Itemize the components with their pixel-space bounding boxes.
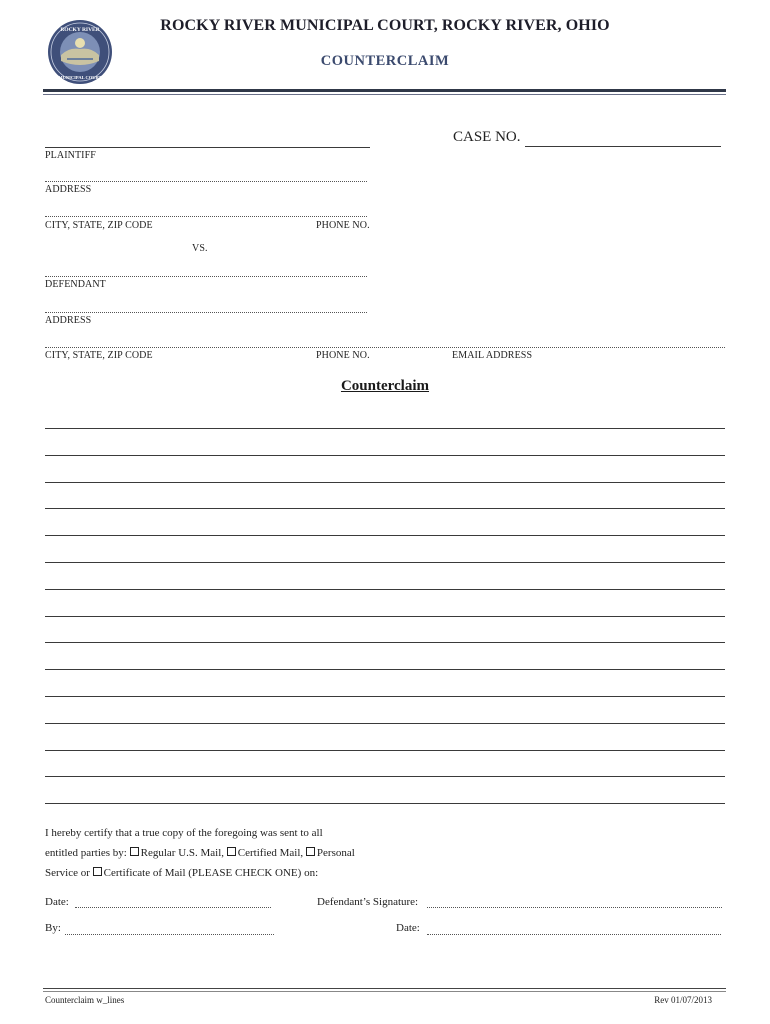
certification-line-3	[45, 867, 318, 879]
seal-top-text: ROCKY RIVER	[60, 27, 100, 33]
date2-field[interactable]	[427, 934, 721, 935]
counterclaim-line[interactable]	[45, 669, 725, 670]
counterclaim-line[interactable]	[45, 562, 725, 563]
vs-label: VS.	[192, 243, 208, 254]
certification-line-2-prefix: entitled parties by:	[45, 847, 130, 859]
plaintiff-address-field[interactable]	[45, 181, 367, 182]
counterclaim-line[interactable]	[45, 482, 725, 483]
defendant-field[interactable]	[45, 276, 367, 277]
certified-mail-checkbox[interactable]	[227, 847, 236, 856]
form-title: COUNTERCLAIM	[320, 53, 450, 69]
personal-service-checkbox[interactable]	[306, 847, 315, 856]
court-name: ROCKY RIVER MUNICIPAL COURT, ROCKY RIVER, OHIO	[160, 17, 610, 34]
counterclaim-line[interactable]	[45, 696, 725, 697]
plaintiff-city-label: CITY, STATE, ZIP CODE	[45, 220, 153, 231]
defendant-address-label: ADDRESS	[45, 315, 92, 326]
case-no-field[interactable]	[525, 146, 721, 147]
seal-bottom-text: MUNICIPAL COURT	[58, 75, 102, 80]
defendant-city-label: CITY, STATE, ZIP CODE	[45, 350, 153, 361]
regular-mail-label: Regular U.S. Mail,	[140, 847, 227, 859]
footer-revision: Rev 01/07/2013	[654, 995, 712, 1005]
certification-line-1: I hereby certify that a true copy of the foregoing was sent to all	[45, 827, 323, 839]
certification-line-2	[45, 847, 355, 859]
counterclaim-line[interactable]	[45, 428, 725, 429]
counterclaim-line[interactable]	[45, 642, 725, 643]
plaintiff-phone-label: PHONE NO.	[316, 220, 370, 231]
plaintiff-field[interactable]	[45, 147, 370, 148]
counterclaim-line[interactable]	[45, 776, 725, 777]
footer-rule-thick	[43, 988, 726, 989]
defendant-email-label: EMAIL ADDRESS	[452, 350, 533, 361]
by-field[interactable]	[65, 934, 274, 935]
counterclaim-line[interactable]	[45, 616, 725, 617]
defendant-signature-label: Defendant’s Signature:	[317, 896, 419, 908]
defendant-city-field[interactable]	[45, 347, 725, 348]
defendant-label: DEFENDANT	[45, 279, 106, 290]
counterclaim-line[interactable]	[45, 455, 725, 456]
counterclaim-line[interactable]	[45, 535, 725, 536]
counterclaim-heading	[0, 377, 770, 395]
certificate-of-mail-checkbox[interactable]	[93, 867, 102, 876]
counterclaim-line[interactable]	[45, 589, 725, 590]
counterclaim-title: Counterclaim	[340, 378, 430, 394]
footer-rule-thin	[43, 991, 726, 992]
defendant-signature-field[interactable]	[427, 907, 722, 908]
date-field[interactable]	[75, 907, 271, 908]
footer-form-name: Counterclaim w_lines	[45, 995, 125, 1005]
plaintiff-address-label: ADDRESS	[45, 184, 92, 195]
defendant-address-field[interactable]	[45, 312, 367, 313]
case-no-label: CASE NO.	[453, 129, 521, 145]
counterclaim-line[interactable]	[45, 723, 725, 724]
plaintiff-label: PLAINTIFF	[45, 150, 96, 161]
header-rule-thin	[43, 94, 726, 95]
header-rule-thick	[43, 89, 726, 92]
date2-label: Date:	[396, 922, 420, 934]
regular-mail-checkbox[interactable]	[130, 847, 139, 856]
court-seal	[47, 19, 113, 85]
certified-mail-label: Certified Mail,	[237, 847, 306, 859]
plaintiff-city-field[interactable]	[45, 216, 367, 217]
date-label: Date:	[45, 896, 69, 908]
personal-service-label: Personal	[316, 847, 355, 859]
certificate-of-mail-label: Certificate of Mail (PLEASE CHECK ONE) on:	[103, 867, 319, 879]
by-label: By:	[45, 922, 61, 934]
counterclaim-line[interactable]	[45, 508, 725, 509]
certification-line-3-prefix: Service or	[45, 867, 93, 879]
defendant-phone-label: PHONE NO.	[316, 350, 370, 361]
counterclaim-line[interactable]	[45, 803, 725, 804]
counterclaim-line[interactable]	[45, 750, 725, 751]
